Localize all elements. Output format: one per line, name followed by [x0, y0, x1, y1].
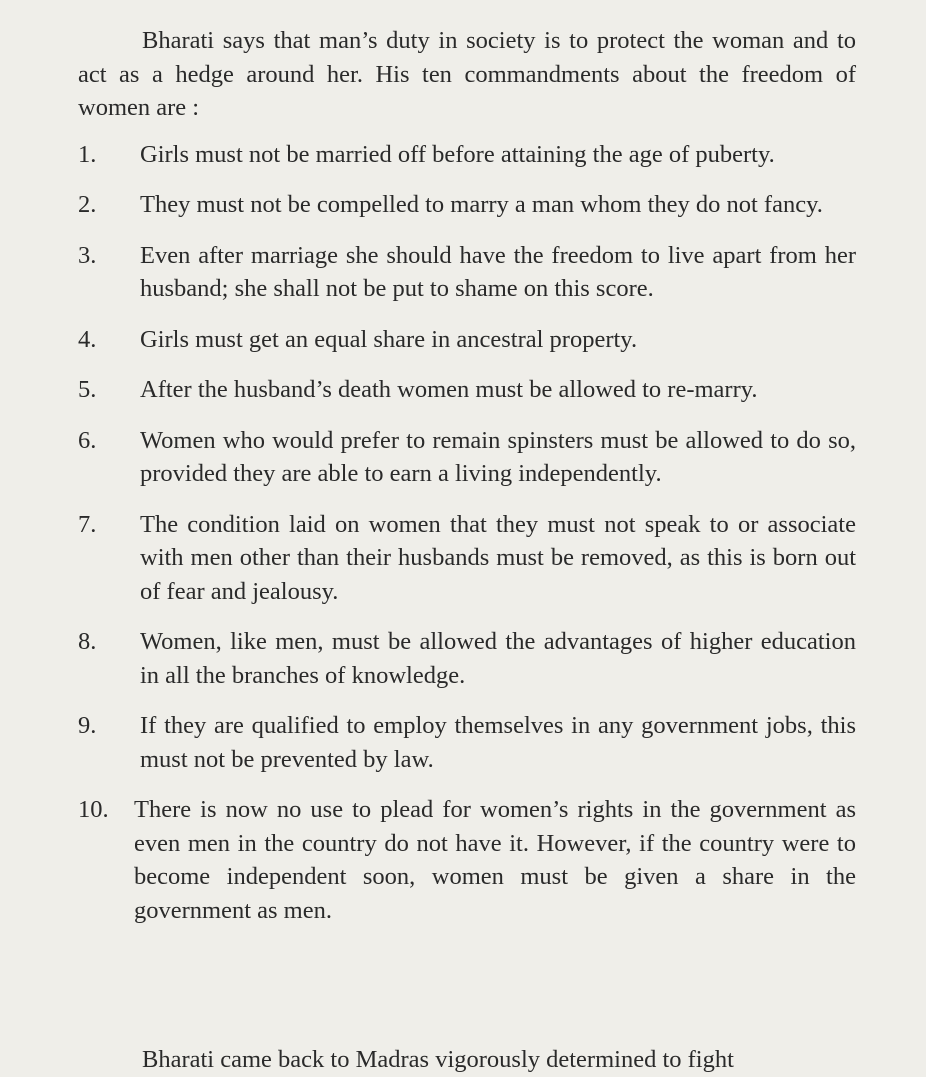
item-number: 2. [78, 191, 97, 218]
item-text: Even after marriage she should have the freedom to live apart from her husband; she shall not be put to shame on this score. [140, 241, 856, 302]
item-text: Women who would prefer to remain spinsters must be allowed to do so, provided they are able to earn a living independently. [140, 426, 856, 487]
item-text: Women, like men, must be allowed the advantages of higher education in all the branches of knowledge. [140, 628, 856, 689]
item-number: 1. [78, 140, 97, 168]
intro-paragraph: Bharati says that man’s duty in society is to protect the woman and to act as a hedge around her. His ten commandments about the freedom of women are : [78, 27, 856, 121]
item-number: 8. [78, 628, 97, 655]
item-number: 3. [78, 241, 97, 269]
item-text: Girls must not be married off before attaining the age of puberty. [140, 140, 775, 168]
item-number: 5. [78, 376, 97, 403]
item-number: 7. [78, 510, 97, 538]
document-page [78, 24, 856, 944]
list-item [78, 625, 856, 692]
list-item [78, 424, 856, 491]
item-number: 9. [78, 712, 97, 739]
list-item [78, 239, 856, 306]
list-item [78, 709, 856, 776]
list-item [78, 188, 856, 222]
list-item [78, 138, 856, 172]
list-item [78, 373, 856, 407]
list-item [78, 793, 856, 927]
item-text: After the husband’s death women must be allowed to re-marry. [140, 376, 758, 403]
cut-off-next-paragraph: Bharati came back to Madras vigorously determined to fight [142, 1046, 734, 1073]
item-number: 4. [78, 325, 97, 353]
item-text: The condition laid on women that they must not speak to or associate with men other than their husbands must be removed, as this is born out of fear and jealousy. [140, 510, 856, 605]
item-number: 10. [78, 796, 109, 823]
item-text: There is now no use to plead for women’s rights in the government as even men in the country do not have it. However, if the country were to become independent soon, women must be given a share in the government as men. [134, 796, 856, 924]
item-text: They must not be compelled to marry a man whom they do not fancy. [140, 191, 823, 218]
commandments-list [78, 138, 856, 928]
item-text: If they are qualified to employ themselves in any government jobs, this must not be prevented by law. [140, 712, 856, 773]
item-text: Girls must get an equal share in ancestral property. [140, 325, 638, 353]
item-number: 6. [78, 426, 97, 454]
list-item [78, 323, 856, 357]
list-item [78, 508, 856, 609]
